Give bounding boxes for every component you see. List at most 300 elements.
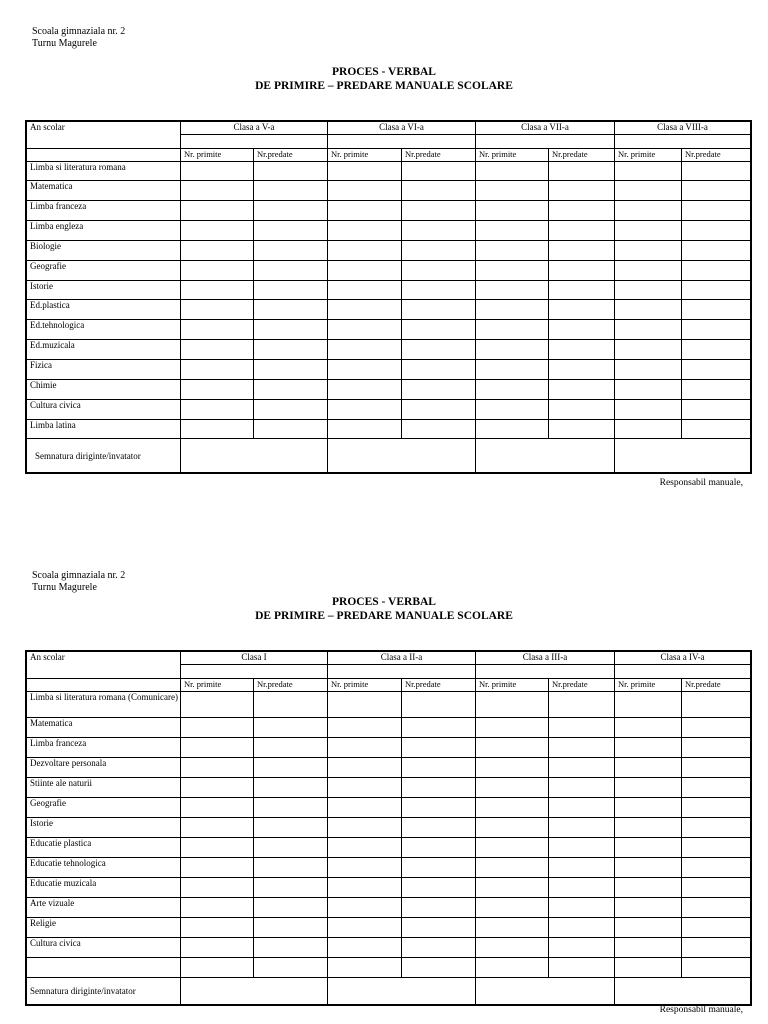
received-count-cell[interactable] xyxy=(328,181,402,201)
delivered-count-cell[interactable] xyxy=(254,181,328,201)
received-count-cell[interactable] xyxy=(615,201,682,221)
subject-row xyxy=(27,878,751,898)
class-header: Clasa a VII-a xyxy=(476,122,615,135)
received-count-cell[interactable] xyxy=(328,938,402,958)
delivered-count-cell[interactable] xyxy=(402,181,476,201)
subject-label: Limba engleza xyxy=(27,221,181,241)
col-received: Nr. primite xyxy=(476,679,549,692)
delivered-count-cell[interactable] xyxy=(254,241,328,261)
received-count-cell[interactable] xyxy=(615,898,682,918)
delivered-count-cell[interactable] xyxy=(549,340,615,360)
received-count-cell[interactable] xyxy=(181,918,254,938)
received-count-cell[interactable] xyxy=(615,878,682,898)
subject-row xyxy=(27,201,751,221)
delivered-count-cell[interactable] xyxy=(682,281,751,300)
delivered-count-cell[interactable] xyxy=(549,818,615,838)
delivered-count-cell[interactable] xyxy=(254,758,328,778)
delivered-count-cell[interactable] xyxy=(254,162,328,181)
delivered-count-cell[interactable] xyxy=(254,738,328,758)
subject-row xyxy=(27,858,751,878)
received-count-cell[interactable] xyxy=(181,340,254,360)
delivered-count-cell[interactable] xyxy=(549,758,615,778)
received-count-cell[interactable] xyxy=(615,818,682,838)
subject-row xyxy=(27,340,751,360)
delivered-count-cell[interactable] xyxy=(402,380,476,400)
received-count-cell[interactable] xyxy=(615,380,682,400)
delivered-count-cell[interactable] xyxy=(402,201,476,221)
subject-row xyxy=(27,692,751,718)
received-count-cell[interactable] xyxy=(181,380,254,400)
received-count-cell[interactable] xyxy=(328,718,402,738)
delivered-count-cell[interactable] xyxy=(402,300,476,320)
subject-row xyxy=(27,261,751,281)
delivered-count-cell[interactable] xyxy=(549,958,615,978)
delivered-count-cell[interactable] xyxy=(682,221,751,241)
subject-label: Educatie plastica xyxy=(27,838,181,858)
received-count-cell[interactable] xyxy=(328,281,402,300)
received-count-cell[interactable] xyxy=(328,958,402,978)
delivered-count-cell[interactable] xyxy=(682,878,751,898)
delivered-count-cell[interactable] xyxy=(254,818,328,838)
delivered-count-cell[interactable] xyxy=(549,898,615,918)
received-count-cell[interactable] xyxy=(181,818,254,838)
received-count-cell[interactable] xyxy=(181,858,254,878)
school-name: Scoala gimnaziala nr. 2 xyxy=(32,570,126,581)
delivered-count-cell[interactable] xyxy=(682,798,751,818)
received-count-cell[interactable] xyxy=(328,400,402,420)
received-count-cell[interactable] xyxy=(476,261,549,281)
received-count-cell[interactable] xyxy=(328,878,402,898)
received-count-cell[interactable] xyxy=(476,221,549,241)
subheader-row xyxy=(27,149,751,162)
received-count-cell[interactable] xyxy=(615,778,682,798)
delivered-count-cell[interactable] xyxy=(402,758,476,778)
delivered-count-cell[interactable] xyxy=(682,898,751,918)
received-count-cell[interactable] xyxy=(328,778,402,798)
delivered-count-cell[interactable] xyxy=(402,241,476,261)
received-count-cell[interactable] xyxy=(476,758,549,778)
subject-row xyxy=(27,718,751,738)
delivered-count-cell[interactable] xyxy=(402,938,476,958)
title-line-2: DE PRIMIRE – PREDARE MANUALE SCOLARE xyxy=(255,80,513,92)
delivered-count-cell[interactable] xyxy=(254,300,328,320)
subheader-row xyxy=(27,679,751,692)
delivered-count-cell[interactable] xyxy=(402,798,476,818)
delivered-count-cell[interactable] xyxy=(254,798,328,818)
received-count-cell[interactable] xyxy=(615,241,682,261)
received-count-cell[interactable] xyxy=(328,162,402,181)
received-count-cell[interactable] xyxy=(181,898,254,918)
delivered-count-cell[interactable] xyxy=(549,181,615,201)
subject-row xyxy=(27,898,751,918)
delivered-count-cell[interactable] xyxy=(549,738,615,758)
delivered-count-cell[interactable] xyxy=(682,718,751,738)
delivered-count-cell[interactable] xyxy=(402,340,476,360)
class-header: Clasa a V-a xyxy=(181,122,328,135)
received-count-cell[interactable] xyxy=(476,300,549,320)
received-count-cell[interactable] xyxy=(181,241,254,261)
received-count-cell[interactable] xyxy=(328,818,402,838)
subject-label: Limba franceza xyxy=(27,738,181,758)
delivered-count-cell[interactable] xyxy=(254,692,328,718)
delivered-count-cell[interactable] xyxy=(682,818,751,838)
col-delivered: Nr.predate xyxy=(549,149,615,162)
delivered-count-cell[interactable] xyxy=(254,201,328,221)
subject-label: Limba si literatura romana xyxy=(27,162,181,181)
received-count-cell[interactable] xyxy=(181,181,254,201)
col-delivered: Nr.predate xyxy=(682,679,751,692)
received-count-cell[interactable] xyxy=(476,281,549,300)
received-count-cell[interactable] xyxy=(476,340,549,360)
delivered-count-cell[interactable] xyxy=(682,838,751,858)
delivered-count-cell[interactable] xyxy=(549,360,615,380)
delivered-count-cell[interactable] xyxy=(682,261,751,281)
delivered-count-cell[interactable] xyxy=(549,261,615,281)
received-count-cell[interactable] xyxy=(328,300,402,320)
received-count-cell[interactable] xyxy=(181,958,254,978)
delivered-count-cell[interactable] xyxy=(402,918,476,938)
received-count-cell[interactable] xyxy=(615,958,682,978)
col-delivered: Nr.predate xyxy=(682,149,751,162)
subject-label: Limba franceza xyxy=(27,201,181,221)
delivered-count-cell[interactable] xyxy=(254,938,328,958)
received-count-cell[interactable] xyxy=(615,360,682,380)
subject-row xyxy=(27,420,751,439)
received-count-cell[interactable] xyxy=(476,798,549,818)
signature-cell[interactable] xyxy=(476,978,615,1005)
delivered-count-cell[interactable] xyxy=(402,878,476,898)
subject-label: Fizica xyxy=(27,360,181,380)
delivered-count-cell[interactable] xyxy=(549,938,615,958)
delivered-count-cell[interactable] xyxy=(402,360,476,380)
received-count-cell[interactable] xyxy=(181,758,254,778)
delivered-count-cell[interactable] xyxy=(549,420,615,439)
received-count-cell[interactable] xyxy=(615,738,682,758)
received-count-cell[interactable] xyxy=(181,718,254,738)
delivered-count-cell[interactable] xyxy=(549,201,615,221)
delivered-count-cell[interactable] xyxy=(402,858,476,878)
received-count-cell[interactable] xyxy=(615,181,682,201)
subject-label: Educatie muzicala xyxy=(27,878,181,898)
received-count-cell[interactable] xyxy=(328,420,402,439)
col-received: Nr. primite xyxy=(328,149,402,162)
delivered-count-cell[interactable] xyxy=(402,420,476,439)
document-title xyxy=(0,65,768,93)
received-count-cell[interactable] xyxy=(476,878,549,898)
delivered-count-cell[interactable] xyxy=(682,360,751,380)
delivered-count-cell[interactable] xyxy=(402,898,476,918)
signature-cell[interactable] xyxy=(615,978,751,1005)
textbook-table xyxy=(26,651,751,1005)
signature-cell[interactable] xyxy=(181,439,328,473)
delivered-count-cell[interactable] xyxy=(682,420,751,439)
received-count-cell[interactable] xyxy=(181,221,254,241)
delivered-count-cell[interactable] xyxy=(682,918,751,938)
delivered-count-cell[interactable] xyxy=(682,300,751,320)
received-count-cell[interactable] xyxy=(328,201,402,221)
received-count-cell[interactable] xyxy=(328,692,402,718)
received-count-cell[interactable] xyxy=(615,838,682,858)
received-count-cell[interactable] xyxy=(328,918,402,938)
delivered-count-cell[interactable] xyxy=(254,778,328,798)
subject-label: Stiinte ale naturii xyxy=(27,778,181,798)
signature-cell[interactable] xyxy=(181,978,328,1005)
delivered-count-cell[interactable] xyxy=(549,281,615,300)
signature-cell[interactable] xyxy=(328,439,476,473)
received-count-cell[interactable] xyxy=(328,738,402,758)
delivered-count-cell[interactable] xyxy=(254,838,328,858)
received-count-cell[interactable] xyxy=(476,360,549,380)
subject-row xyxy=(27,320,751,340)
received-count-cell[interactable] xyxy=(328,380,402,400)
signature-cell[interactable] xyxy=(476,439,615,473)
delivered-count-cell[interactable] xyxy=(682,340,751,360)
subject-label: Cultura civica xyxy=(27,400,181,420)
delivered-count-cell[interactable] xyxy=(549,838,615,858)
delivered-count-cell[interactable] xyxy=(402,738,476,758)
delivered-count-cell[interactable] xyxy=(254,898,328,918)
received-count-cell[interactable] xyxy=(328,758,402,778)
delivered-count-cell[interactable] xyxy=(549,798,615,818)
title-line-1: PROCES - VERBAL xyxy=(332,596,436,608)
received-count-cell[interactable] xyxy=(181,878,254,898)
received-count-cell[interactable] xyxy=(615,300,682,320)
received-count-cell[interactable] xyxy=(181,201,254,221)
title-line-2: DE PRIMIRE – PREDARE MANUALE SCOLARE xyxy=(255,610,513,622)
received-count-cell[interactable] xyxy=(476,838,549,858)
received-count-cell[interactable] xyxy=(476,858,549,878)
received-count-cell[interactable] xyxy=(328,360,402,380)
subject-row xyxy=(27,918,751,938)
subject-label: Istorie xyxy=(27,281,181,300)
signature-row xyxy=(27,978,751,1005)
received-count-cell[interactable] xyxy=(328,340,402,360)
received-count-cell[interactable] xyxy=(615,400,682,420)
received-count-cell[interactable] xyxy=(328,320,402,340)
delivered-count-cell[interactable] xyxy=(682,320,751,340)
delivered-count-cell[interactable] xyxy=(402,958,476,978)
received-count-cell[interactable] xyxy=(476,692,549,718)
subject-label: Arte vizuale xyxy=(27,898,181,918)
delivered-count-cell[interactable] xyxy=(682,241,751,261)
delivered-count-cell[interactable] xyxy=(254,340,328,360)
received-count-cell[interactable] xyxy=(615,281,682,300)
received-count-cell[interactable] xyxy=(181,778,254,798)
received-count-cell[interactable] xyxy=(476,898,549,918)
delivered-count-cell[interactable] xyxy=(402,400,476,420)
responsible-label: Responsabil manuale, xyxy=(659,478,743,488)
received-count-cell[interactable] xyxy=(181,360,254,380)
delivered-count-cell[interactable] xyxy=(402,838,476,858)
signature-row xyxy=(27,439,751,473)
delivered-count-cell[interactable] xyxy=(402,281,476,300)
received-count-cell[interactable] xyxy=(476,201,549,221)
delivered-count-cell[interactable] xyxy=(254,918,328,938)
received-count-cell[interactable] xyxy=(476,181,549,201)
delivered-count-cell[interactable] xyxy=(254,858,328,878)
received-count-cell[interactable] xyxy=(181,261,254,281)
delivered-count-cell[interactable] xyxy=(682,738,751,758)
delivered-count-cell[interactable] xyxy=(254,360,328,380)
delivered-count-cell[interactable] xyxy=(549,718,615,738)
subject-row xyxy=(27,241,751,261)
received-count-cell[interactable] xyxy=(476,241,549,261)
subject-row xyxy=(27,400,751,420)
delivered-count-cell[interactable] xyxy=(682,858,751,878)
header-row xyxy=(27,652,751,665)
subject-row xyxy=(27,958,751,978)
received-count-cell[interactable] xyxy=(615,261,682,281)
delivered-count-cell[interactable] xyxy=(549,858,615,878)
received-count-cell[interactable] xyxy=(181,738,254,758)
received-count-cell[interactable] xyxy=(476,778,549,798)
subject-label: Limba si literatura romana (Comunicare) xyxy=(27,692,181,718)
delivered-count-cell[interactable] xyxy=(254,261,328,281)
received-count-cell[interactable] xyxy=(181,400,254,420)
received-count-cell[interactable] xyxy=(328,898,402,918)
col-received: Nr. primite xyxy=(476,149,549,162)
delivered-count-cell[interactable] xyxy=(682,181,751,201)
delivered-count-cell[interactable] xyxy=(682,162,751,181)
received-count-cell[interactable] xyxy=(615,221,682,241)
col-delivered: Nr.predate xyxy=(402,149,476,162)
received-count-cell[interactable] xyxy=(181,320,254,340)
delivered-count-cell[interactable] xyxy=(402,162,476,181)
delivered-count-cell[interactable] xyxy=(549,380,615,400)
delivered-count-cell[interactable] xyxy=(682,958,751,978)
received-count-cell[interactable] xyxy=(328,261,402,281)
delivered-count-cell[interactable] xyxy=(254,320,328,340)
received-count-cell[interactable] xyxy=(615,420,682,439)
delivered-count-cell[interactable] xyxy=(682,400,751,420)
delivered-count-cell[interactable] xyxy=(549,162,615,181)
received-count-cell[interactable] xyxy=(615,758,682,778)
received-count-cell[interactable] xyxy=(615,718,682,738)
delivered-count-cell[interactable] xyxy=(254,958,328,978)
subject-label: Geografie xyxy=(27,261,181,281)
received-count-cell[interactable] xyxy=(476,938,549,958)
received-count-cell[interactable] xyxy=(476,818,549,838)
delivered-count-cell[interactable] xyxy=(549,221,615,241)
delivered-count-cell[interactable] xyxy=(549,778,615,798)
received-count-cell[interactable] xyxy=(476,718,549,738)
delivered-count-cell[interactable] xyxy=(549,241,615,261)
subject-label: Geografie xyxy=(27,798,181,818)
received-count-cell[interactable] xyxy=(615,918,682,938)
received-count-cell[interactable] xyxy=(615,798,682,818)
subject-label: Ed.plastica xyxy=(27,300,181,320)
received-count-cell[interactable] xyxy=(615,340,682,360)
received-count-cell[interactable] xyxy=(328,838,402,858)
delivered-count-cell[interactable] xyxy=(402,718,476,738)
delivered-count-cell[interactable] xyxy=(682,201,751,221)
received-count-cell[interactable] xyxy=(476,918,549,938)
received-count-cell[interactable] xyxy=(181,162,254,181)
received-count-cell[interactable] xyxy=(476,738,549,758)
received-count-cell[interactable] xyxy=(328,798,402,818)
delivered-count-cell[interactable] xyxy=(682,758,751,778)
received-count-cell[interactable] xyxy=(181,798,254,818)
delivered-count-cell[interactable] xyxy=(254,380,328,400)
delivered-count-cell[interactable] xyxy=(549,918,615,938)
delivered-count-cell[interactable] xyxy=(254,718,328,738)
class-header: Clasa a II-a xyxy=(328,652,476,665)
signature-cell[interactable] xyxy=(328,978,476,1005)
school-header xyxy=(32,26,125,50)
school-name: Scoala gimnaziala nr. 2 xyxy=(32,26,126,37)
delivered-count-cell[interactable] xyxy=(682,938,751,958)
received-count-cell[interactable] xyxy=(476,320,549,340)
town-name: Turnu Magurele xyxy=(32,38,97,49)
received-count-cell[interactable] xyxy=(181,300,254,320)
delivered-count-cell[interactable] xyxy=(402,320,476,340)
delivered-count-cell[interactable] xyxy=(254,400,328,420)
subject-row xyxy=(27,281,751,300)
delivered-count-cell[interactable] xyxy=(682,692,751,718)
delivered-count-cell[interactable] xyxy=(254,281,328,300)
delivered-count-cell[interactable] xyxy=(402,221,476,241)
delivered-count-cell[interactable] xyxy=(402,778,476,798)
town-name: Turnu Magurele xyxy=(32,582,97,593)
received-count-cell[interactable] xyxy=(181,420,254,439)
delivered-count-cell[interactable] xyxy=(682,778,751,798)
received-count-cell[interactable] xyxy=(615,162,682,181)
received-count-cell[interactable] xyxy=(181,281,254,300)
delivered-count-cell[interactable] xyxy=(549,878,615,898)
received-count-cell[interactable] xyxy=(615,692,682,718)
subject-label xyxy=(27,958,181,978)
delivered-count-cell[interactable] xyxy=(254,420,328,439)
delivered-count-cell[interactable] xyxy=(682,380,751,400)
col-delivered: Nr.predate xyxy=(254,679,328,692)
delivered-count-cell[interactable] xyxy=(549,320,615,340)
signature-label: Semnatura diriginte/invatator xyxy=(27,439,181,473)
delivered-count-cell[interactable] xyxy=(549,400,615,420)
subject-row xyxy=(27,300,751,320)
col-received: Nr. primite xyxy=(181,679,254,692)
subject-row xyxy=(27,838,751,858)
received-count-cell[interactable] xyxy=(181,692,254,718)
delivered-count-cell[interactable] xyxy=(402,692,476,718)
delivered-count-cell[interactable] xyxy=(549,692,615,718)
delivered-count-cell[interactable] xyxy=(254,878,328,898)
delivered-count-cell[interactable] xyxy=(402,261,476,281)
received-count-cell[interactable] xyxy=(476,380,549,400)
subject-label: Dezvoltare personala xyxy=(27,758,181,778)
received-count-cell[interactable] xyxy=(328,858,402,878)
received-count-cell[interactable] xyxy=(328,241,402,261)
received-count-cell[interactable] xyxy=(181,938,254,958)
received-count-cell[interactable] xyxy=(476,400,549,420)
subject-row xyxy=(27,221,751,241)
delivered-count-cell[interactable] xyxy=(549,300,615,320)
subject-row xyxy=(27,181,751,201)
received-count-cell[interactable] xyxy=(181,838,254,858)
received-count-cell[interactable] xyxy=(476,420,549,439)
subject-row xyxy=(27,778,751,798)
received-count-cell[interactable] xyxy=(615,320,682,340)
delivered-count-cell[interactable] xyxy=(254,221,328,241)
received-count-cell[interactable] xyxy=(328,221,402,241)
received-count-cell[interactable] xyxy=(476,958,549,978)
received-count-cell[interactable] xyxy=(615,938,682,958)
received-count-cell[interactable] xyxy=(615,858,682,878)
year-label: An scolar xyxy=(27,652,181,679)
received-count-cell[interactable] xyxy=(476,162,549,181)
class-header: Clasa a VIII-a xyxy=(615,122,751,135)
delivered-count-cell[interactable] xyxy=(402,818,476,838)
signature-cell[interactable] xyxy=(615,439,751,473)
